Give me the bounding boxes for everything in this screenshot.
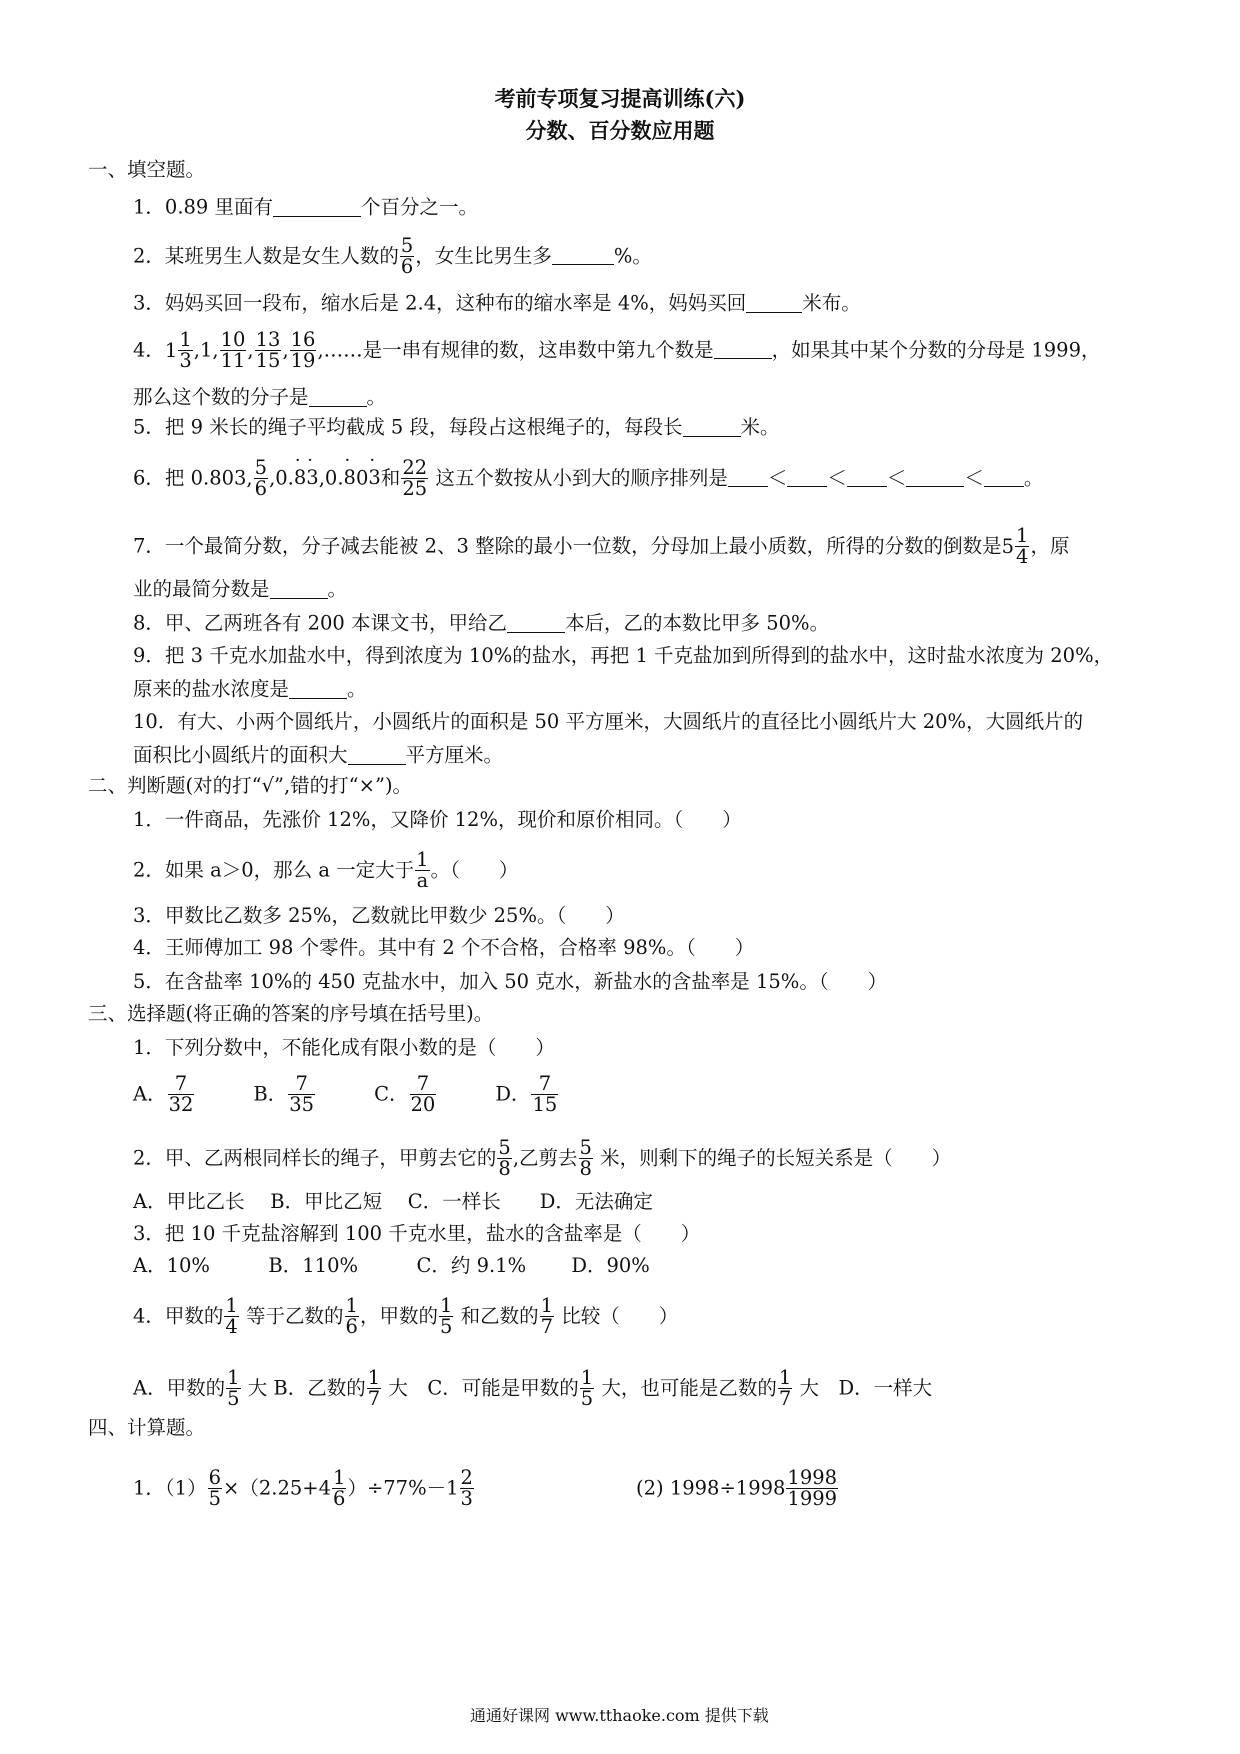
fill-q2: 2．某班男生人数是女生人数的 $\frac{5}{6}$ ，女生比男生多 %。 [133,234,652,279]
repeating-digit: · 8 [344,466,356,489]
section-heading-calc: 四、计算题。 [88,1416,206,1439]
fill-q8: 8．甲、乙两班各有 200 本课文书，甲给乙 本后，乙的本数比甲多 50%。 [133,611,830,635]
section-heading-choice: 三、选择题(将正确的答案的序号填在括号里)。 [88,1002,494,1025]
judge-q4: 4．王师傅加工 98 个零件。其中有 2 个不合格，合格率 98%。（ ） [133,936,755,959]
answer-blank[interactable] [270,578,328,599]
fill-q1: 1．0.89 里面有 个百分之一。 [133,195,479,219]
fraction: $\frac{1}{6}$ [333,1466,346,1511]
fraction: $\frac{22}{25}$ [402,456,428,501]
fraction: $\frac{5}{6}$ [254,456,268,501]
judge-q2: 2．如果 a＞0，那么 a 一定大于 $\frac{1}{a}$ 。（ ） [133,848,519,893]
choice-q2-options: A．甲比乙长 B．甲比乙短 C．一样长 D．无法确定 [133,1190,653,1213]
answer-blank[interactable] [309,386,367,407]
fraction: $\frac{10}{11}$ [220,328,246,373]
fill-q9: 9．把 3 千克水加盐水中，得到浓度为 10%的盐水，再把 1 千克盐加到所得到的盐水中，这时盐水浓度为 20%， [133,644,1114,667]
fraction: $\frac{7}{20}$ [410,1072,436,1117]
fraction: $\frac{7}{15}$ [532,1072,558,1117]
page-subtitle: 分数、百分数应用题 [525,118,715,143]
answer-blank[interactable] [273,196,361,217]
answer-blank[interactable] [289,678,347,699]
fraction: $\frac{1}{a}$ [416,848,429,893]
choice-q4-options: A．甲数的 $\frac{1}{5}$ 大 B．乙数的 $\frac{1}{7}$ 大 C．可能是甲数的 $\frac{1}{5}$ 大，也可能是乙数的 $\frac{1}{7}$ 大 D．一样大 [133,1366,933,1411]
answer-blank[interactable] [552,245,614,266]
answer-blank[interactable] [683,416,741,437]
fill-q7: 7．一个最简分数，分子减去能被 2、3 整除的最小一位数，分母加上最小质数，所得的分数的倒数是5 $\frac{1}{4}$ ，原 [133,524,1070,569]
repeating-digit: · 3 [368,466,380,489]
answer-blank[interactable] [746,292,802,313]
answer-blank[interactable] [847,467,887,488]
repeating-digit: · 3 [306,466,318,489]
calc-p2: (2) 1998÷1998 $\frac{1998}{1999}$ [636,1466,838,1511]
fill-q6: 6．把 0.803, $\frac{5}{6}$ ,0.· 8· 3,0.· 80· 3和 $\frac{22}{25}$ 这五个数按从小到大的顺序排列是 ＜ ＜ ＜ ＜ 。 [133,458,1043,500]
fraction: $\frac{1}{7}$ [367,1366,381,1411]
fraction: $\frac{7}{32}$ [168,1072,194,1117]
fraction: $\frac{1}{7}$ [778,1366,792,1411]
fraction: $\frac{16}{19}$ [290,328,316,373]
choice-q3-options: A．10% B．110% C．约 9.1% D．90% [133,1254,650,1277]
fraction: $\frac{1}{5}$ [227,1366,240,1411]
fraction: $\frac{1}{6}$ [345,1294,358,1339]
fraction: $\frac{1}{4}$ [225,1294,238,1339]
footer-credit: 通通好课网 www.tthaoke.com 提供下载 [470,1706,769,1725]
fill-q4-line2: 那么这个数的分子是 。 [133,385,387,409]
answer-blank[interactable] [906,467,964,488]
answer-blank[interactable] [714,339,772,360]
fraction: $\frac{6}{5}$ [208,1466,221,1511]
section-heading-judge: 二、判断题(对的打“√”,错的打“×”)。 [88,774,413,797]
fill-q4: 4．1 $\frac{1}{3}$ ,1, $\frac{10}{11}$ , $\frac{13}{15}$ , $\frac{16}{19}$ ,……是一串有规律的数，这串数中第九个数是 ，如果其中某个分数的分母是 1999， [133,328,1101,373]
choice-q3: 3．把 10 千克盐溶解到 100 千克水里，盐水的含盐率是（ ） [133,1222,701,1245]
answer-blank[interactable] [348,744,406,765]
fraction: $\frac{5}{8}$ [579,1136,592,1181]
fraction: $\frac{13}{15}$ [255,328,281,373]
answer-blank[interactable] [787,467,827,488]
repeating-digit: · 8 [294,466,306,489]
fill-q10-line2: 面积比小圆纸片的面积大 平方厘米。 [133,743,504,767]
fraction: $\frac{1}{5}$ [580,1366,594,1411]
calc-p1: 1．（1） $\frac{6}{5}$ ×（2.25+4 $\frac{1}{6}$ ）÷77%－1 $\frac{2}{3}$ [133,1466,473,1511]
answer-blank[interactable] [728,467,768,488]
fraction: $\frac{1}{4}$ [1016,524,1029,569]
fraction: $\frac{5}{8}$ [498,1136,511,1181]
fraction: $\frac{1998}{1999}$ [787,1466,838,1511]
fill-q10: 10．有大、小两个圆纸片，小圆纸片的面积是 50 平方厘米，大圆纸片的直径比小圆纸片大 20%，大圆纸片的 [133,710,1084,733]
answer-blank[interactable] [507,612,565,633]
section-heading-fill: 一、填空题。 [88,158,206,181]
choice-q2: 2．甲、乙两根同样长的绳子，甲剪去它的 $\frac{5}{8}$ ,乙剪去 $\frac{5}{8}$ 米，则剩下的绳子的长短关系是（ ） [133,1136,952,1181]
fill-q7-line2: 业的最简分数是 。 [133,577,348,601]
judge-q3: 3．甲数比乙数多 25%，乙数就比甲数少 25%。（ ） [133,904,625,927]
fraction: $\frac{1}{7}$ [540,1294,554,1339]
fill-q9-line2: 原来的盐水浓度是 。 [133,677,367,701]
choice-q1-options: A． $\frac{7}{32}$ B． $\frac{7}{35}$ C． $\frac{7}{20}$ D． $\frac{7}{15}$ [133,1072,558,1117]
fraction: $\frac{7}{35}$ [289,1072,315,1117]
fraction: $\frac{5}{6}$ [400,234,414,279]
fill-q3: 3．妈妈买回一段布，缩水后是 2.4，这种布的缩水率是 4%，妈妈买回 米布。 [133,291,861,315]
fraction: $\frac{2}{3}$ [460,1466,473,1511]
judge-q1: 1．一件商品，先涨价 12%，又降价 12%，现价和原价相同。（ ） [133,808,742,831]
answer-blank[interactable] [984,467,1024,488]
page-title: 考前专项复习提高训练(六) [494,86,746,111]
fill-q5: 5．把 9 米长的绳子平均截成 5 段，每段占这根绳子的，每段长 米。 [133,415,780,439]
choice-q4: 4．甲数的 $\frac{1}{4}$ 等于乙数的 $\frac{1}{6}$ ，甲数的 $\frac{1}{5}$ 和乙数的 $\frac{1}{7}$ 比较（ ） [133,1294,679,1339]
judge-q5: 5．在含盐率 10%的 450 克盐水中，加入 50 克水，新盐水的含盐率是 15%。（ ） [133,970,888,993]
fraction: $\frac{1}{3}$ [179,328,192,373]
fraction: $\frac{1}{5}$ [439,1294,453,1339]
choice-q1: 1．下列分数中，不能化成有限小数的是（ ） [133,1036,555,1059]
